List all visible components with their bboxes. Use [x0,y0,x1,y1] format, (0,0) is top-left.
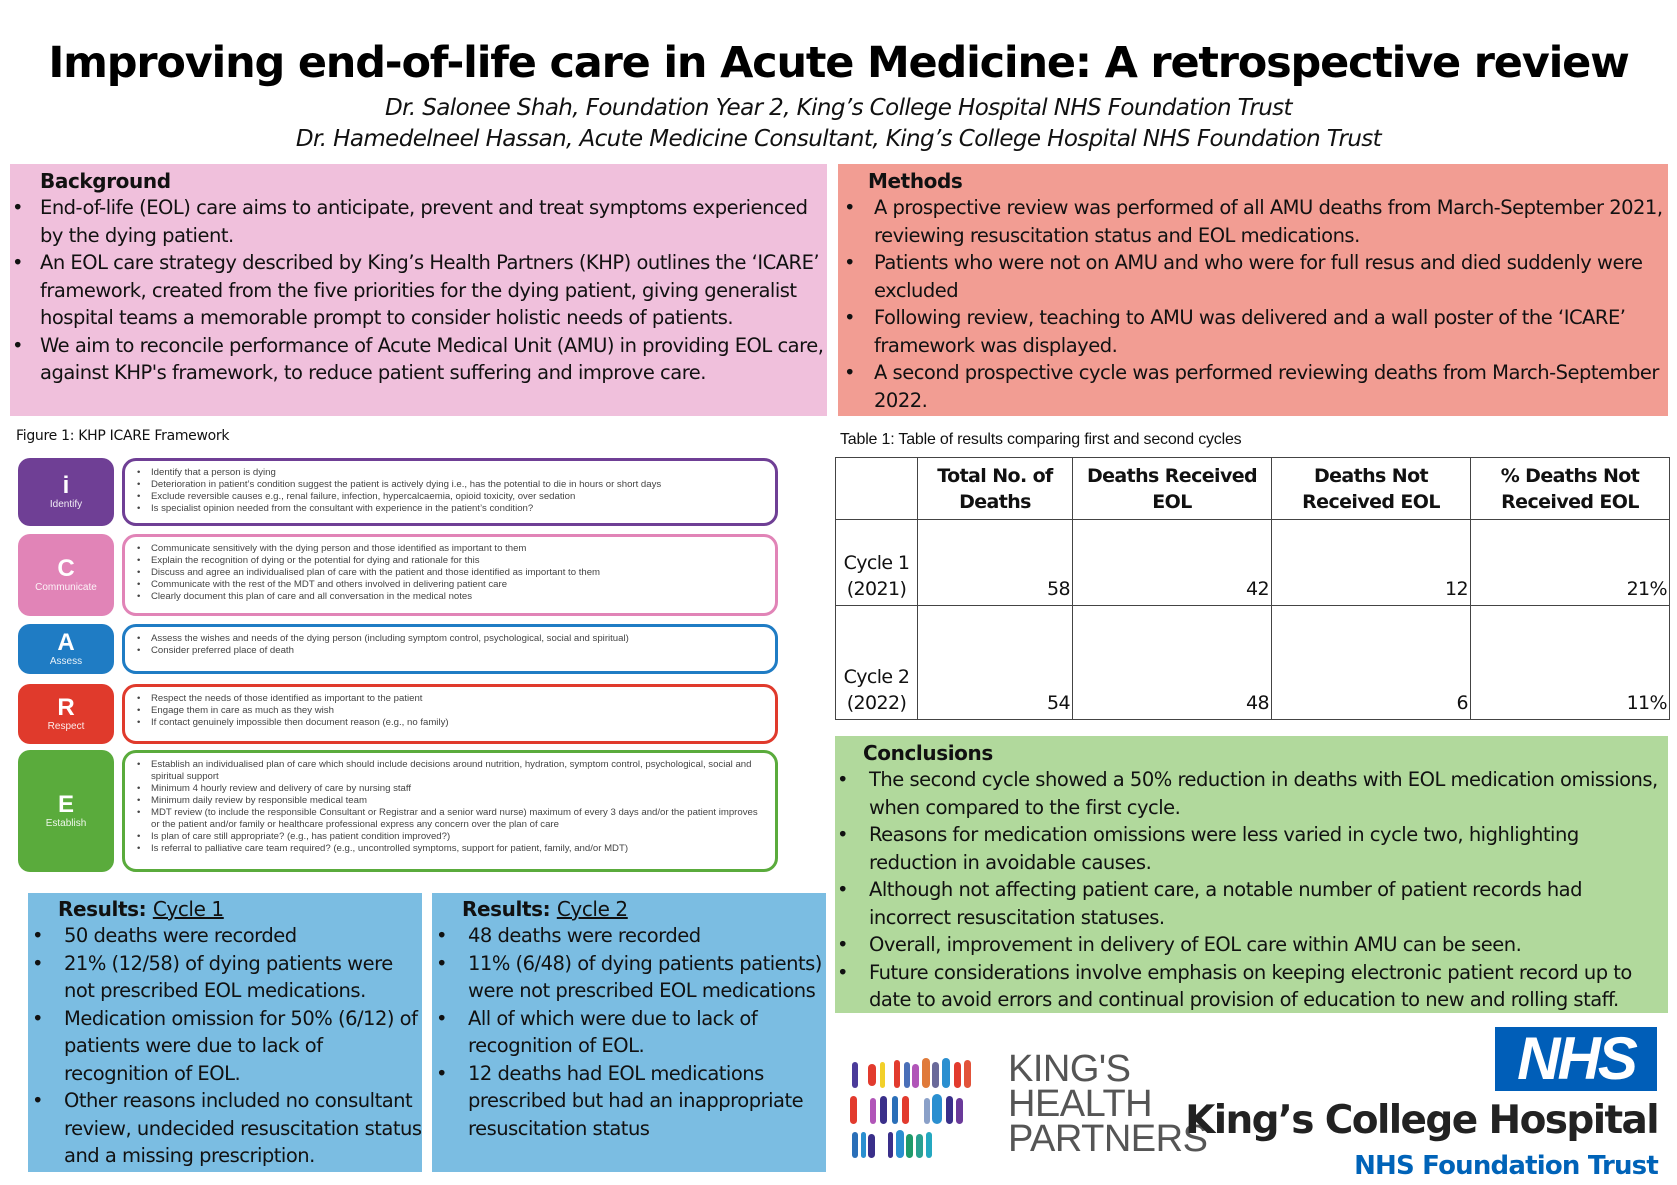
results-item: • 21% (12/58) of dying patients were not prescribed EOL medications. [28,950,422,1005]
conclusions-heading: Conclusions [863,741,993,765]
icare-item: • Is referral to palliative care team required? (e.g., uncontrolled symptoms, support for patient, family, and/or MDT) [135,843,765,855]
results-heading-prefix: Results: [462,897,551,921]
kings-college-hospital-name: King’s College Hospital [1185,1098,1658,1143]
background-item: • We aim to reconcile performance of Acute Medical Unit (AMU) in providing EOL care, against KHP's framework, to reduce patient suffering and improve care. [10,332,827,387]
results-heading-cycle: Cycle 2 [556,897,628,921]
icare-badge [18,624,114,674]
icare-badge [18,684,114,744]
icare-letter: A [57,629,75,656]
icare-word: Establish [45,818,87,829]
khp-line: KING'S [1008,1048,1131,1090]
methods-section [838,164,1668,416]
results-item: • 50 deaths were recorded [28,922,422,950]
methods-item: • Patients who were not on AMU and who were for full resus and died suddenly were excluded [838,249,1668,304]
conclusions-item: • Future considerations involve emphasis on keeping electronic patient record up to date to avoid errors and continual provision of education to new and rolling staff. [835,959,1668,1014]
kings-health-partners-logo [848,1048,1208,1162]
table-header-cell: % Deaths Not Received EOL [1471,458,1670,520]
icare-row-establish [18,750,778,872]
received-eol-cell: 48 [1073,606,1272,720]
pct-not-received-cell: 21% [1471,520,1670,606]
table-header-cell [836,458,918,520]
icare-word: Identify [49,499,83,510]
results-item: • 12 deaths had EOL medications prescribed but had an inappropriate resuscitation status [432,1060,826,1143]
icare-item: • Minimum daily review by responsible medical team [135,795,765,807]
icare-description-box [122,458,778,526]
icare-letter: C [57,555,75,582]
icare-item: • MDT review (to include the responsible Consultant or Registrar and a senior ward nurse) maximum of every 3 days and/or the patient improves or the patient and/or family or healthcare professional express any concern over the plan of care [135,807,765,831]
figure-caption: Figure 1: KHP ICARE Framework [16,428,230,444]
background-item: • An EOL care strategy described by King’s Health Partners (KHP) outlines the ‘ICARE’ framework, created from the five priorities for the dying patient, giving generalist hospital teams a memorable prompt to consider holistic needs of patients. [10,249,827,332]
icare-letter: R [57,694,75,721]
results-heading-prefix: Results: [58,897,147,921]
icare-letter: E [57,791,74,818]
icare-item: • Explain the recognition of dying or the potential for dying and rationale for this [135,555,765,567]
conclusions-item: • Overall, improvement in delivery of EOL care within AMU can be seen. [835,931,1668,959]
table-header-cell: Deaths Received EOL [1073,458,1272,520]
results-heading-cycle: Cycle 1 [152,897,224,921]
icare-row-respect [18,684,778,744]
conclusions-item: • Although not affecting patient care, a notable number of patient records had incorrect resuscitation statuses. [835,876,1668,931]
icare-description-box [122,624,778,674]
nhs-logo: NHS [1495,1027,1657,1091]
total-deaths-cell: 54 [918,606,1073,720]
icare-item: • Deterioration in patient’s condition suggest the patient is actively dying i.e., has the potential to die in hours or short days [135,479,765,491]
icare-item: • Consider preferred place of death [135,645,765,657]
icare-description-box [122,684,778,744]
khp-line: PARTNERS [1008,1118,1208,1160]
not-received-eol-cell: 6 [1272,606,1471,720]
table-header-cell: Total No. of Deaths [918,458,1073,520]
icare-item: • Minimum 4 hourly review and delivery of care by nursing staff [135,783,765,795]
poster-title: Improving end-of-life care in Acute Medicine: A retrospective review [48,38,1629,88]
results-item: • 48 deaths were recorded [432,922,826,950]
icare-word: Respect [47,721,85,732]
results-cycle2-heading [432,896,826,922]
background-heading: Background [40,169,171,193]
icare-row-assess [18,624,778,674]
icare-description-box [122,534,778,616]
total-deaths-cell: 58 [918,520,1073,606]
icare-word: Communicate [35,582,97,593]
icare-item: • Respect the needs of those identified as important to the patient [135,693,765,705]
table-caption: Table 1: Table of results comparing first and second cycles [840,431,1242,448]
pct-not-received-cell: 11% [1471,606,1670,720]
icare-item: • Is plan of care still appropriate? (e.g., has patient condition improved?) [135,831,765,843]
icare-word: Assess [49,656,83,667]
khp-line: HEALTH [1008,1083,1153,1125]
results-item: • All of which were due to lack of recognition of EOL. [432,1005,826,1060]
icare-item: • Communicate sensitively with the dying person and those identified as important to them [135,543,765,555]
row-label: Cycle 2 (2022) [836,606,918,720]
icare-item: • Is specialist opinion needed from the consultant with experience in the patient’s condition? [135,503,765,515]
background-item: • End-of-life (EOL) care aims to anticipate, prevent and treat symptoms experienced by the dying patient. [10,194,827,249]
icare-item: • Clearly document this plan of care and all conversation in the medical notes [135,591,765,603]
icare-description-box [122,750,778,872]
methods-heading: Methods [868,169,963,193]
results-cycle2-section [432,893,826,1172]
conclusions-item: • The second cycle showed a 50% reduction in deaths with EOL medication omissions, when compared to the first cycle. [835,766,1668,821]
nhs-foundation-trust-label: NHS Foundation Trust [1354,1151,1658,1181]
author-line-2: Dr. Hamedelneel Hassan, Acute Medicine Consultant, King’s College Hospital NHS Foundation Trust [295,126,1382,152]
results-cycle1-heading [28,896,422,922]
conclusions-section [835,736,1668,1013]
icare-item: • Assess the wishes and needs of the dying person (including symptom control, psychological, social and spiritual) [135,633,765,645]
icare-item: • Discuss and agree an individualised plan of care with the patient and those identified as important to them [135,567,765,579]
received-eol-cell: 42 [1073,520,1272,606]
icare-row-identify [18,458,778,526]
icare-item: • Identify that a person is dying [135,467,765,479]
icare-item: • Establish an individualised plan of care which should include decisions around nutrition, hydration, symptom control, psychological, social and spiritual support [135,759,765,783]
author-line-1: Dr. Salonee Shah, Foundation Year 2, King’s College Hospital NHS Foundation Trust [385,95,1292,121]
table-header-row [836,458,1670,520]
methods-item: • A second prospective cycle was performed reviewing deaths from March-September 2022. [838,359,1668,414]
icare-item: • Communicate with the rest of the MDT and others involved in delivering patient care [135,579,765,591]
results-cycle1-section [28,893,422,1172]
not-received-eol-cell: 12 [1272,520,1471,606]
table-row [836,606,1670,720]
table-row [836,520,1670,606]
khp-figures-icon [848,1056,993,1160]
icare-item: • Engage them in care as much as they wish [135,705,765,717]
icare-row-communicate [18,534,778,616]
methods-item: • A prospective review was performed of all AMU deaths from March-September 2021, reviewing resuscitation status and EOL medications. [838,194,1668,249]
results-table [835,457,1670,720]
methods-item: • Following review, teaching to AMU was delivered and a wall poster of the ‘ICARE’ framework was displayed. [838,304,1668,359]
background-section [10,164,827,416]
icare-item: • If contact genuinely impossible then document reason (e.g., no family) [135,717,765,729]
icare-item: • Exclude reversible causes e.g., renal failure, infection, hypercalcaemia, opioid toxicity, over sedation [135,491,765,503]
icare-badge [18,750,114,872]
table-header-cell: Deaths Not Received EOL [1272,458,1471,520]
icare-badge [18,458,114,526]
icare-badge [18,534,114,616]
icare-letter: i [62,472,70,499]
results-item: • Medication omission for 50% (6/12) of patients were due to lack of recognition of EOL. [28,1005,422,1088]
conclusions-item: • Reasons for medication omissions were less varied in cycle two, highlighting reduction in avoidable causes. [835,821,1668,876]
row-label: Cycle 1 (2021) [836,520,918,606]
results-item: • Other reasons included no consultant review, undecided resuscitation status and a missing prescription. [28,1087,422,1170]
results-item: • 11% (6/48) of dying patients patients) were not prescribed EOL medications [432,950,826,1005]
